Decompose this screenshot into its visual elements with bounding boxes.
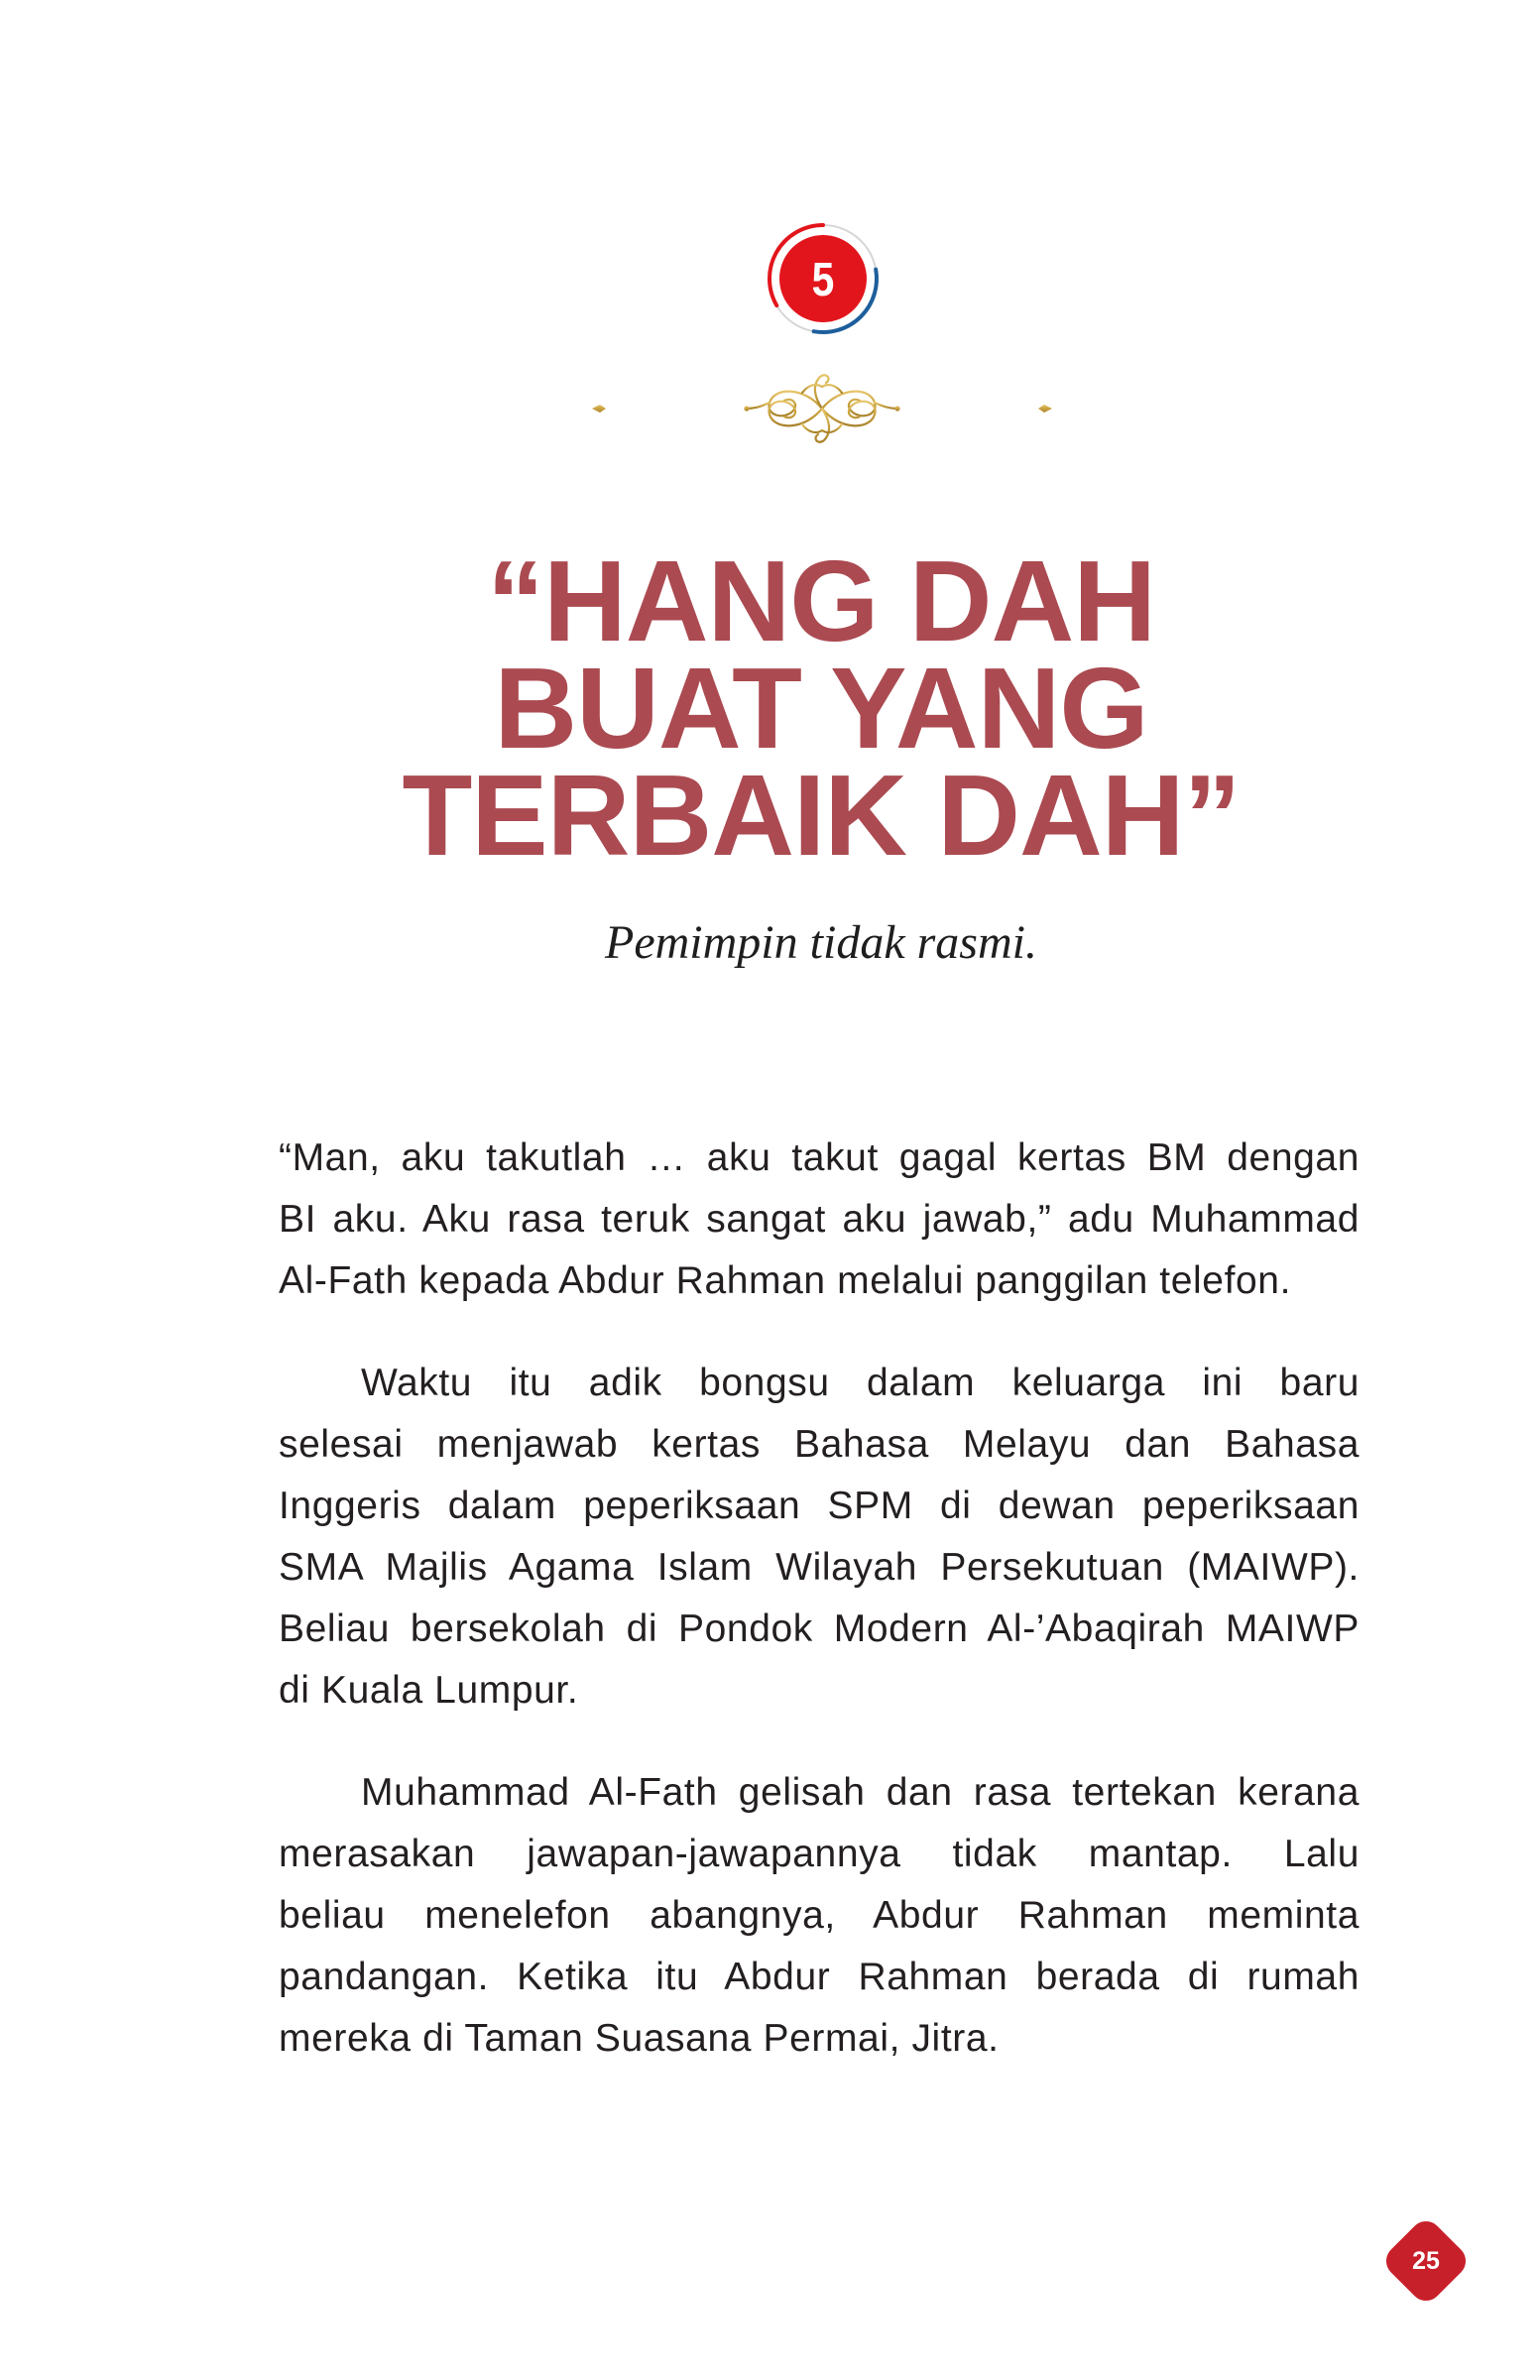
chapter-number: 5	[811, 253, 835, 306]
paragraph-line: Inggeris dalam peperiksaan SPM di dewan peperiksaan	[279, 1485, 1360, 1527]
chapter-title-line-3: TERBAIK DAH”	[402, 751, 1241, 880]
paragraph-line: pandangan. Ketika itu Abdur Rahman berada di rumah	[279, 1956, 1360, 1998]
paragraph-line: beliau menelefon abangnya, Abdur Rahman meminta	[279, 1894, 1360, 1937]
paragraph-line: Beliau bersekolah di Pondok Modern Al-’Abaqirah MAIWP	[279, 1607, 1360, 1650]
chapter-title-line-1: “HANG DAH	[486, 536, 1156, 665]
chapter-number-badge-icon	[764, 219, 883, 338]
paragraph-line: Muhammad Al-Fath gelisah dan rasa tertekan kerana	[361, 1771, 1360, 1814]
page-number: 25	[1412, 2247, 1440, 2275]
chapter-title	[281, 536, 1362, 880]
paragraph-line: selesai menjawab kertas Bahasa Melayu dan Bahasa	[279, 1423, 1360, 1466]
chapter-subtitle: Pemimpin tidak rasmi.	[605, 916, 1037, 969]
paragraph-line: BI aku. Aku rasa teruk sangat aku jawab,” adu Muhammad	[279, 1198, 1360, 1241]
body-text	[279, 1128, 1360, 2110]
paragraph-line: merasakan jawapan-jawapannya tidak mantap. Lalu	[279, 1833, 1360, 1875]
paragraph-line: “Man, aku takutlah … aku takut gagal kertas BM dengan	[279, 1136, 1360, 1179]
ornament-flourish-icon	[590, 363, 1054, 454]
paragraph-line: di Kuala Lumpur.	[279, 1669, 579, 1712]
paragraph-line: SMA Majlis Agama Islam Wilayah Persekutuan (MAIWP).	[279, 1546, 1360, 1589]
paragraph-1	[279, 1128, 1360, 1312]
chapter-title-line-2: BUAT YANG	[494, 644, 1148, 773]
paragraph-line: mereka di Taman Suasana Permai, Jitra.	[279, 2017, 1000, 2060]
paragraph-3	[279, 1762, 1360, 2070]
paragraph-line: Waktu itu adik bongsu dalam keluarga ini baru	[361, 1362, 1360, 1404]
paragraph-2	[279, 1353, 1360, 1722]
paragraph-line: Al-Fath kepada Abdur Rahman melalui panggilan telefon.	[279, 1259, 1292, 1302]
